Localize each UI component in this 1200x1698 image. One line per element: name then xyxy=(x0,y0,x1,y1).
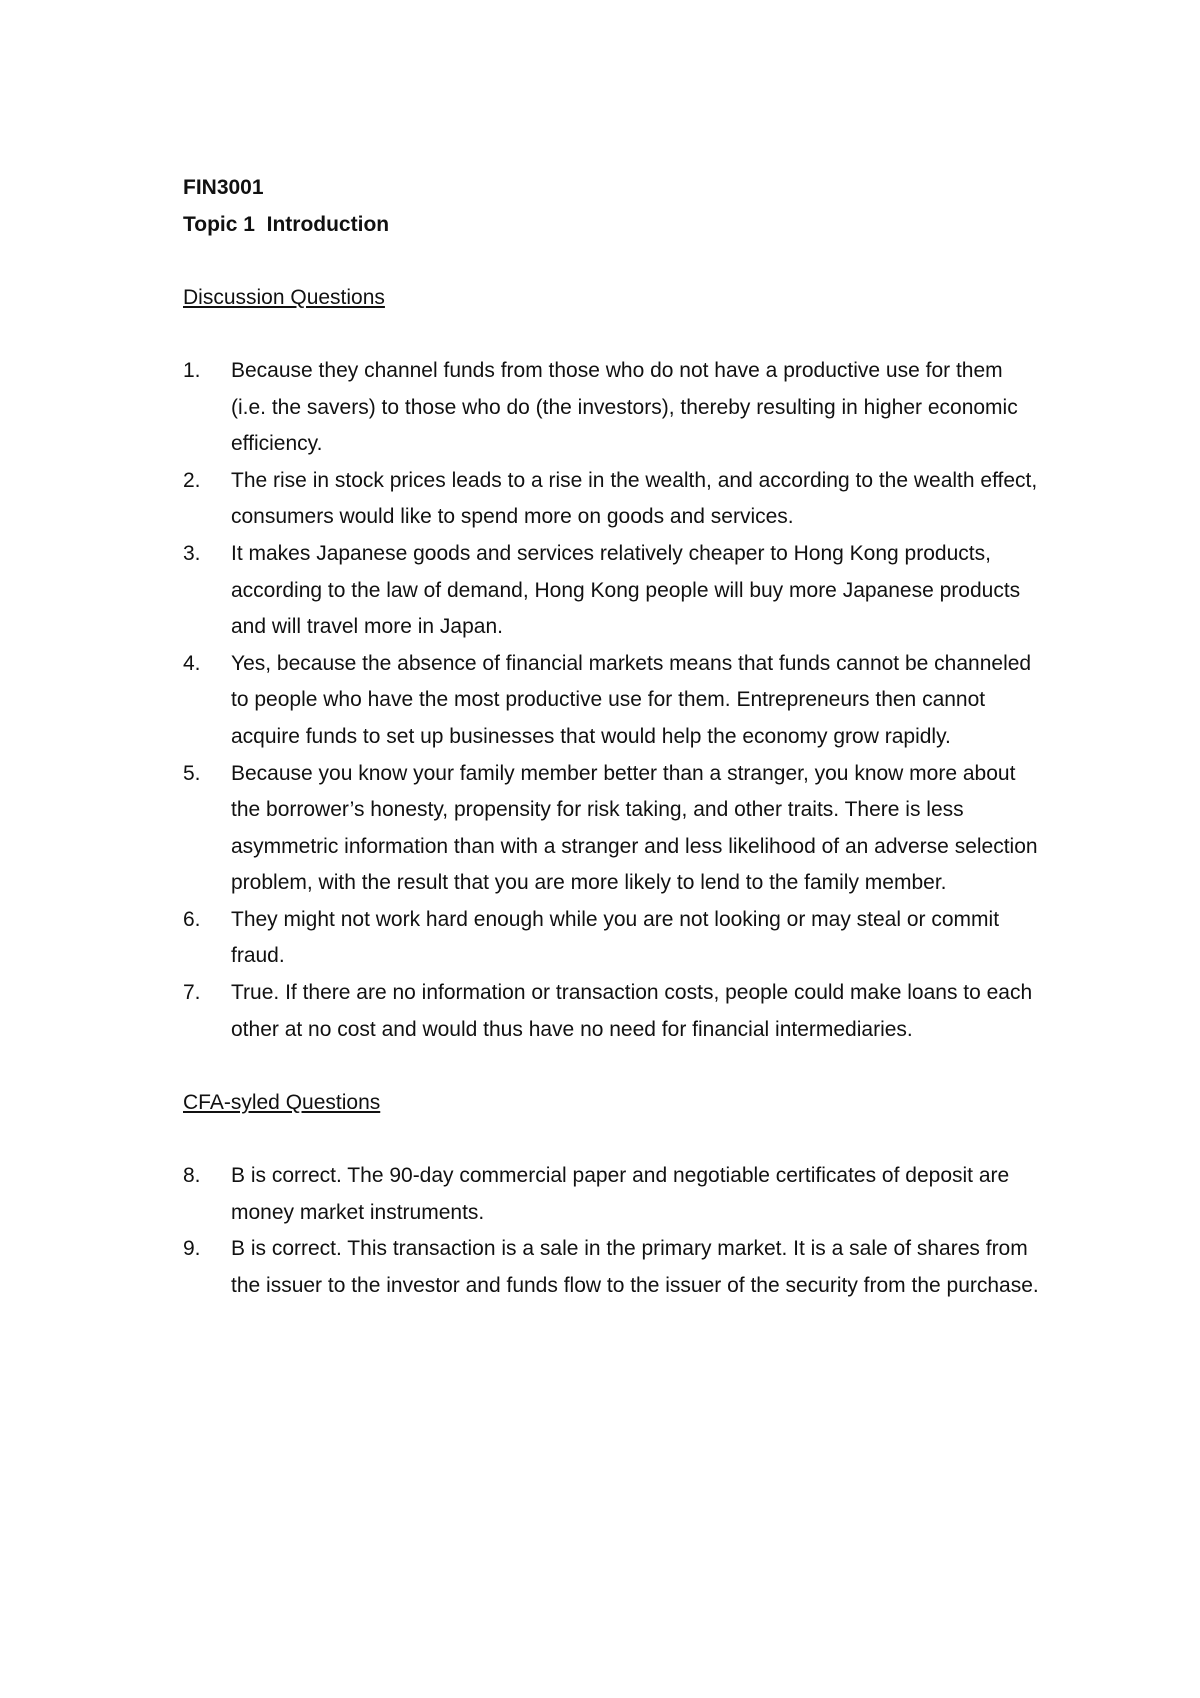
section-heading-cfa: CFA-syled Questions xyxy=(183,1090,381,1114)
course-code: FIN3001 xyxy=(183,176,264,199)
question-item-1 xyxy=(183,353,1043,463)
question-item-2 xyxy=(183,463,1043,536)
question-answer-text: B is correct. This transaction is a sale in the primary market. It is a sale of shares from the issuer to the investor and funds flow to the issuer of the security from the purchase. xyxy=(231,1237,1039,1297)
question-item-7 xyxy=(183,975,1043,1048)
question-number: 7. xyxy=(183,981,201,1005)
question-item-6 xyxy=(183,902,1043,975)
question-number: 1. xyxy=(183,358,201,382)
question-answer-text: It makes Japanese goods and services relatively cheaper to Hong Kong products, according to the law of demand, Hong Kong people will buy more Japanese products and will travel more in Japan. xyxy=(231,541,1021,639)
question-item-4 xyxy=(183,646,1043,756)
question-item-3 xyxy=(183,536,1043,646)
question-answer-text: Because you know your family member better than a stranger, you know more about the borrower’s honesty, propensity for risk taking, and other traits. There is less asymmetric information than with a stranger and less likelihood of an adverse selection problem, with the result that you are more likely to lend to the family member. xyxy=(231,761,1038,895)
question-number: 2. xyxy=(183,468,201,492)
question-number: 6. xyxy=(183,907,201,931)
question-number: 4. xyxy=(183,651,201,675)
question-answer-text: The rise in stock prices leads to a rise in the wealth, and according to the wealth effect, consumers would like to spend more on goods and services. xyxy=(231,468,1038,529)
document-content xyxy=(183,170,1043,1304)
question-answer-text: B is correct. The 90-day commercial paper and negotiable certificates of deposit are money market instruments. xyxy=(231,1164,1010,1224)
question-answer-text: Yes, because the absence of financial markets means that funds cannot be channeled to people who have the most productive use for them. Entrepreneurs then cannot acquire funds to set up businesses that would help the economy grow rapidly. xyxy=(231,651,1032,748)
question-number: 5. xyxy=(183,761,201,785)
topic-title: Topic 1 Introduction xyxy=(183,212,390,236)
cfa-question-list xyxy=(183,1158,1043,1304)
question-item-5 xyxy=(183,756,1043,902)
question-number: 9. xyxy=(183,1237,201,1261)
question-number: 8. xyxy=(183,1164,201,1188)
question-answer-text: They might not work hard enough while you are not looking or may steal or commit fraud. xyxy=(231,907,1000,968)
section-heading-discussion: Discussion Questions xyxy=(183,285,385,309)
question-item-9 xyxy=(183,1231,1043,1304)
question-number: 3. xyxy=(183,541,201,565)
question-answer-text: True. If there are no information or transaction costs, people could make loans to each other at no cost and would thus have no need for financial intermediaries. xyxy=(231,981,1033,1041)
discussion-question-list xyxy=(183,353,1043,1048)
question-item-8 xyxy=(183,1158,1043,1231)
question-answer-text: Because they channel funds from those who do not have a productive use for them (i.e. the savers) to those who do (the investors), thereby resulting in higher economic efficiency. xyxy=(231,358,1018,456)
